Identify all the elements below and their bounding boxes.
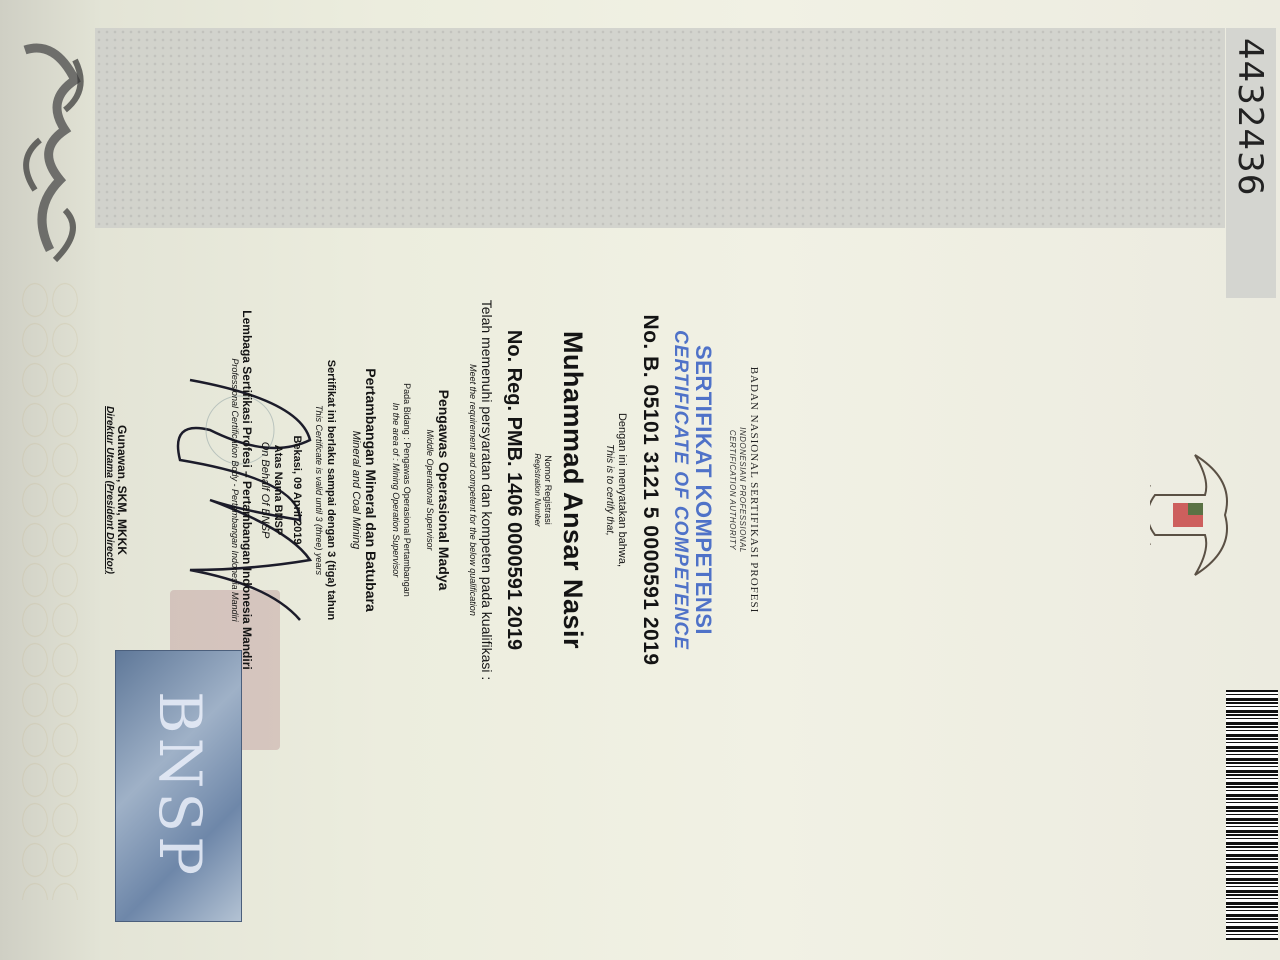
watermark-text: BNSP (146, 691, 214, 880)
qualification-en: Middle Operational Supervisor (425, 429, 435, 551)
guilloche-border (20, 280, 80, 900)
certificate-number: No. B. 05101 3121 5 0000591 2019 (639, 314, 662, 666)
certificate-title-en: CERTIFICATE OF COMPETENCE (670, 330, 691, 650)
barcode (1226, 690, 1278, 940)
signer-role-id: Direktur Utama (104, 406, 115, 478)
issuing-body-en: Professional Certification Body - Pertambangan Indonesia Mandiri (230, 358, 240, 622)
area-of-work: Pada Bidang : Pengawas Operasional Pertambangan (402, 383, 412, 597)
garuda-emblem-icon (1150, 440, 1230, 590)
requirement-statement: Telah memenuhi persyaratan dan kompeten pada kualifikasi : (479, 299, 495, 681)
requirement-statement-en: Meet the requirement and competent for the below qualification (468, 364, 478, 616)
authority-name-en-1: INDONESIAN PROFESSIONAL (738, 427, 747, 553)
certificate-content (103, 40, 1140, 940)
serial-number: 4432436 (1230, 38, 1270, 197)
certify-intro: Dengan ini menyatakan bahwa, (616, 412, 628, 568)
on-behalf: Atas Nama BNSP (272, 444, 284, 536)
holder-name: Muhammad Ansar Nasir (558, 330, 588, 650)
authority-name-en-2: CERTIFICATION AUTHORITY (728, 429, 737, 551)
field: Pertambangan Mineral dan Batubara (363, 368, 379, 612)
on-behalf-en: On Behalf Of BNSP (259, 441, 271, 539)
issuing-body: Lembaga Sertifikasi Profesi – Pertambangan Indonesia Mandiri (240, 310, 254, 670)
ink-seal-mark (5, 20, 105, 270)
qualification: Pengawas Operasional Madya (436, 389, 452, 591)
field-en: Mineral and Coal Mining (350, 430, 362, 550)
registration-number: No. Reg. PMB. 1406 0000591 2019 (503, 329, 525, 651)
issue-place-date: Bekasi, 09 April 2019 (291, 435, 303, 545)
signer-name: Gunawan, SKM, MKKK (115, 424, 129, 555)
validity: Sertifikat ini berlaku sampai dengan 3 (tiga) tahun (325, 359, 337, 621)
certify-intro-en: This is to certify that, (604, 444, 615, 536)
registration-label: Nomor Registrasi (543, 455, 553, 525)
signer-role-en: (President Director) (104, 480, 115, 574)
registration-label-en: Registration Number (533, 453, 542, 527)
signer-role (103, 40, 115, 940)
validity-en: This Certificate is valid until 3 (three) years (314, 404, 324, 576)
certificate-title: SERTIFIKAT KOMPETENSI (691, 345, 716, 635)
area-of-work-en: In the area of : Mining Operation Supervisor (391, 402, 401, 578)
authority-name: BADAN NASIONAL SERTIFIKASI PROFESI (748, 366, 760, 614)
serial-number-box (1226, 28, 1276, 298)
